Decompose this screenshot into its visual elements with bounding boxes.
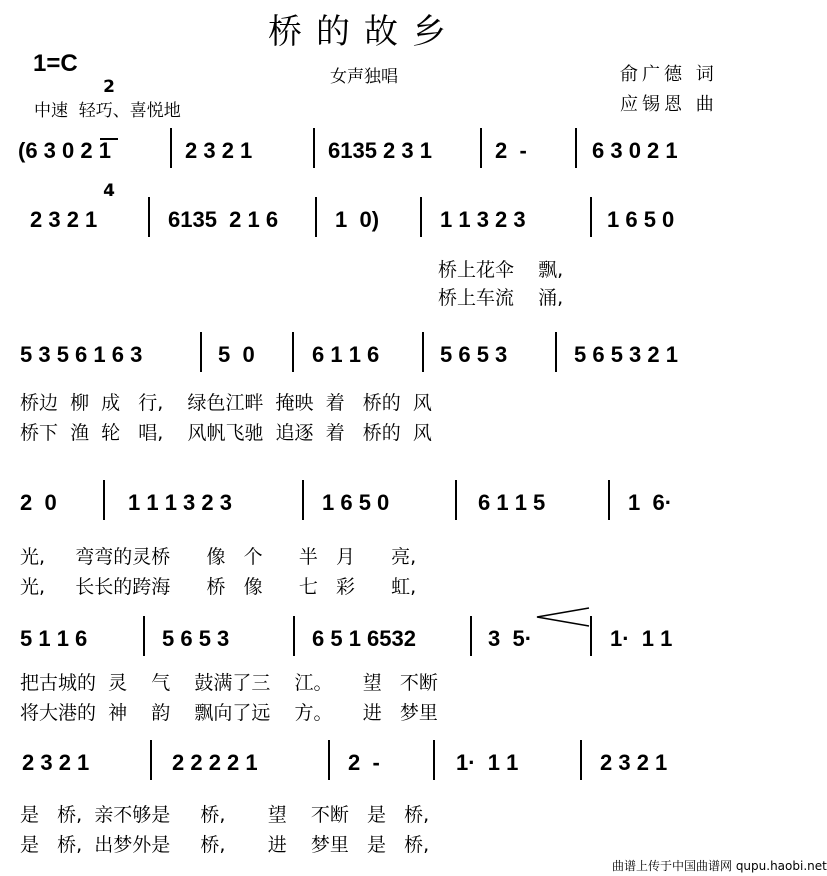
bar-line (480, 128, 482, 168)
time-signature (100, 37, 118, 221)
lyric-verse2: 桥下 渔 轮 唱, 风帆飞驰 追逐 着 桥的 风 (20, 422, 432, 444)
lyric-verse1: 桥上花伞 飘, (438, 259, 564, 281)
bar-line (580, 740, 582, 780)
bar-line (575, 128, 577, 168)
measure: 5 6 5 3 (162, 626, 230, 651)
bar-line (292, 332, 294, 372)
measure: 2 3 2 1 (22, 750, 90, 775)
tempo-marking: 中速 轻巧、喜悦地 (34, 101, 181, 121)
measure: (6 3 0 2 1 (18, 138, 111, 163)
measure: 1 1 1 3 2 3 (128, 490, 232, 515)
measure: 1 1 3 2 3 (440, 207, 526, 232)
lyric-verse1: 桥边 柳 成 行, 绿色江畔 掩映 着 桥的 风 (20, 392, 432, 414)
bar-line (103, 480, 105, 520)
measure: 2 3 2 1 (30, 207, 98, 232)
measure: 6 5 1 6532 (312, 626, 416, 651)
bar-line (200, 332, 202, 372)
measure: 1 6· (628, 490, 673, 515)
measure: 3 5· (488, 626, 533, 651)
bar-line (302, 480, 304, 520)
bar-line (590, 616, 592, 656)
lyric-verse2: 是 桥, 出梦外是 桥, 进 梦里 是 桥, (20, 834, 430, 856)
measure: 2 - (495, 138, 527, 163)
measure: 6 1 1 6 (312, 342, 380, 367)
composer: 应锡恩 曲 (620, 94, 718, 115)
measure: 2 0 (20, 490, 57, 515)
measure: 1· 1 1 (610, 626, 673, 651)
lyric-verse2: 桥上车流 涌, (438, 287, 564, 309)
bar-line (293, 616, 295, 656)
song-title: 桥的故乡 (268, 12, 460, 52)
measure: 6 1 1 5 (478, 490, 546, 515)
measure: 2 3 2 1 (185, 138, 253, 163)
watermark: 曲谱上传于中国曲谱网 qupu.haobi.net (612, 859, 827, 873)
measure: 5 6 5 3 (440, 342, 508, 367)
measure: 5 0 (218, 342, 255, 367)
measure: 1 6 5 0 (322, 490, 390, 515)
measure: 5 3 5 6 1 6 3 (20, 342, 143, 367)
bar-line (608, 480, 610, 520)
time-top: 2 (103, 77, 115, 97)
bar-line (148, 197, 150, 237)
bar-line (315, 197, 317, 237)
time-bottom: 4 (103, 181, 115, 201)
bar-line (555, 332, 557, 372)
measure: 2 - (348, 750, 380, 775)
bar-line (170, 128, 172, 168)
bar-line (470, 616, 472, 656)
bar-line (422, 332, 424, 372)
crescendo-hairpin (535, 606, 590, 628)
measure: 6135 2 3 1 (328, 138, 432, 163)
bar-line (143, 616, 145, 656)
measure: 5 6 5 3 2 1 (574, 342, 678, 367)
measure: 1 0) (335, 207, 380, 232)
measure: 5 1 1 6 (20, 626, 88, 651)
lyric-verse1: 是 桥, 亲不够是 桥, 望 不断 是 桥, (20, 804, 430, 826)
bar-line (420, 197, 422, 237)
bar-line (150, 740, 152, 780)
bar-line (433, 740, 435, 780)
measure: 6135 2 1 6 (168, 207, 279, 232)
measure: 2 2 2 2 1 (172, 750, 258, 775)
measure: 1 6 5 0 (607, 207, 675, 232)
measure: 6 3 0 2 1 (592, 138, 678, 163)
lyric-verse1: 光, 弯弯的灵桥 像 个 半 月 亮, (20, 546, 417, 568)
bar-line (328, 740, 330, 780)
lyric-verse1: 把古城的 灵 气 鼓满了三 江。 望 不断 (20, 672, 438, 694)
measure: 1· 1 1 (456, 750, 519, 775)
bar-line (455, 480, 457, 520)
key-signature: 1=C (33, 50, 78, 77)
voice-type: 女声独唱 (330, 67, 398, 87)
lyric-verse2: 将大港的 神 韵 飘向了远 方。 进 梦里 (20, 702, 438, 724)
bar-line (313, 128, 315, 168)
measure: 2 3 2 1 (600, 750, 668, 775)
lyricist: 俞广德 词 (620, 64, 718, 85)
lyric-verse2: 光, 长长的跨海 桥 像 七 彩 虹, (20, 576, 417, 598)
bar-line (590, 197, 592, 237)
